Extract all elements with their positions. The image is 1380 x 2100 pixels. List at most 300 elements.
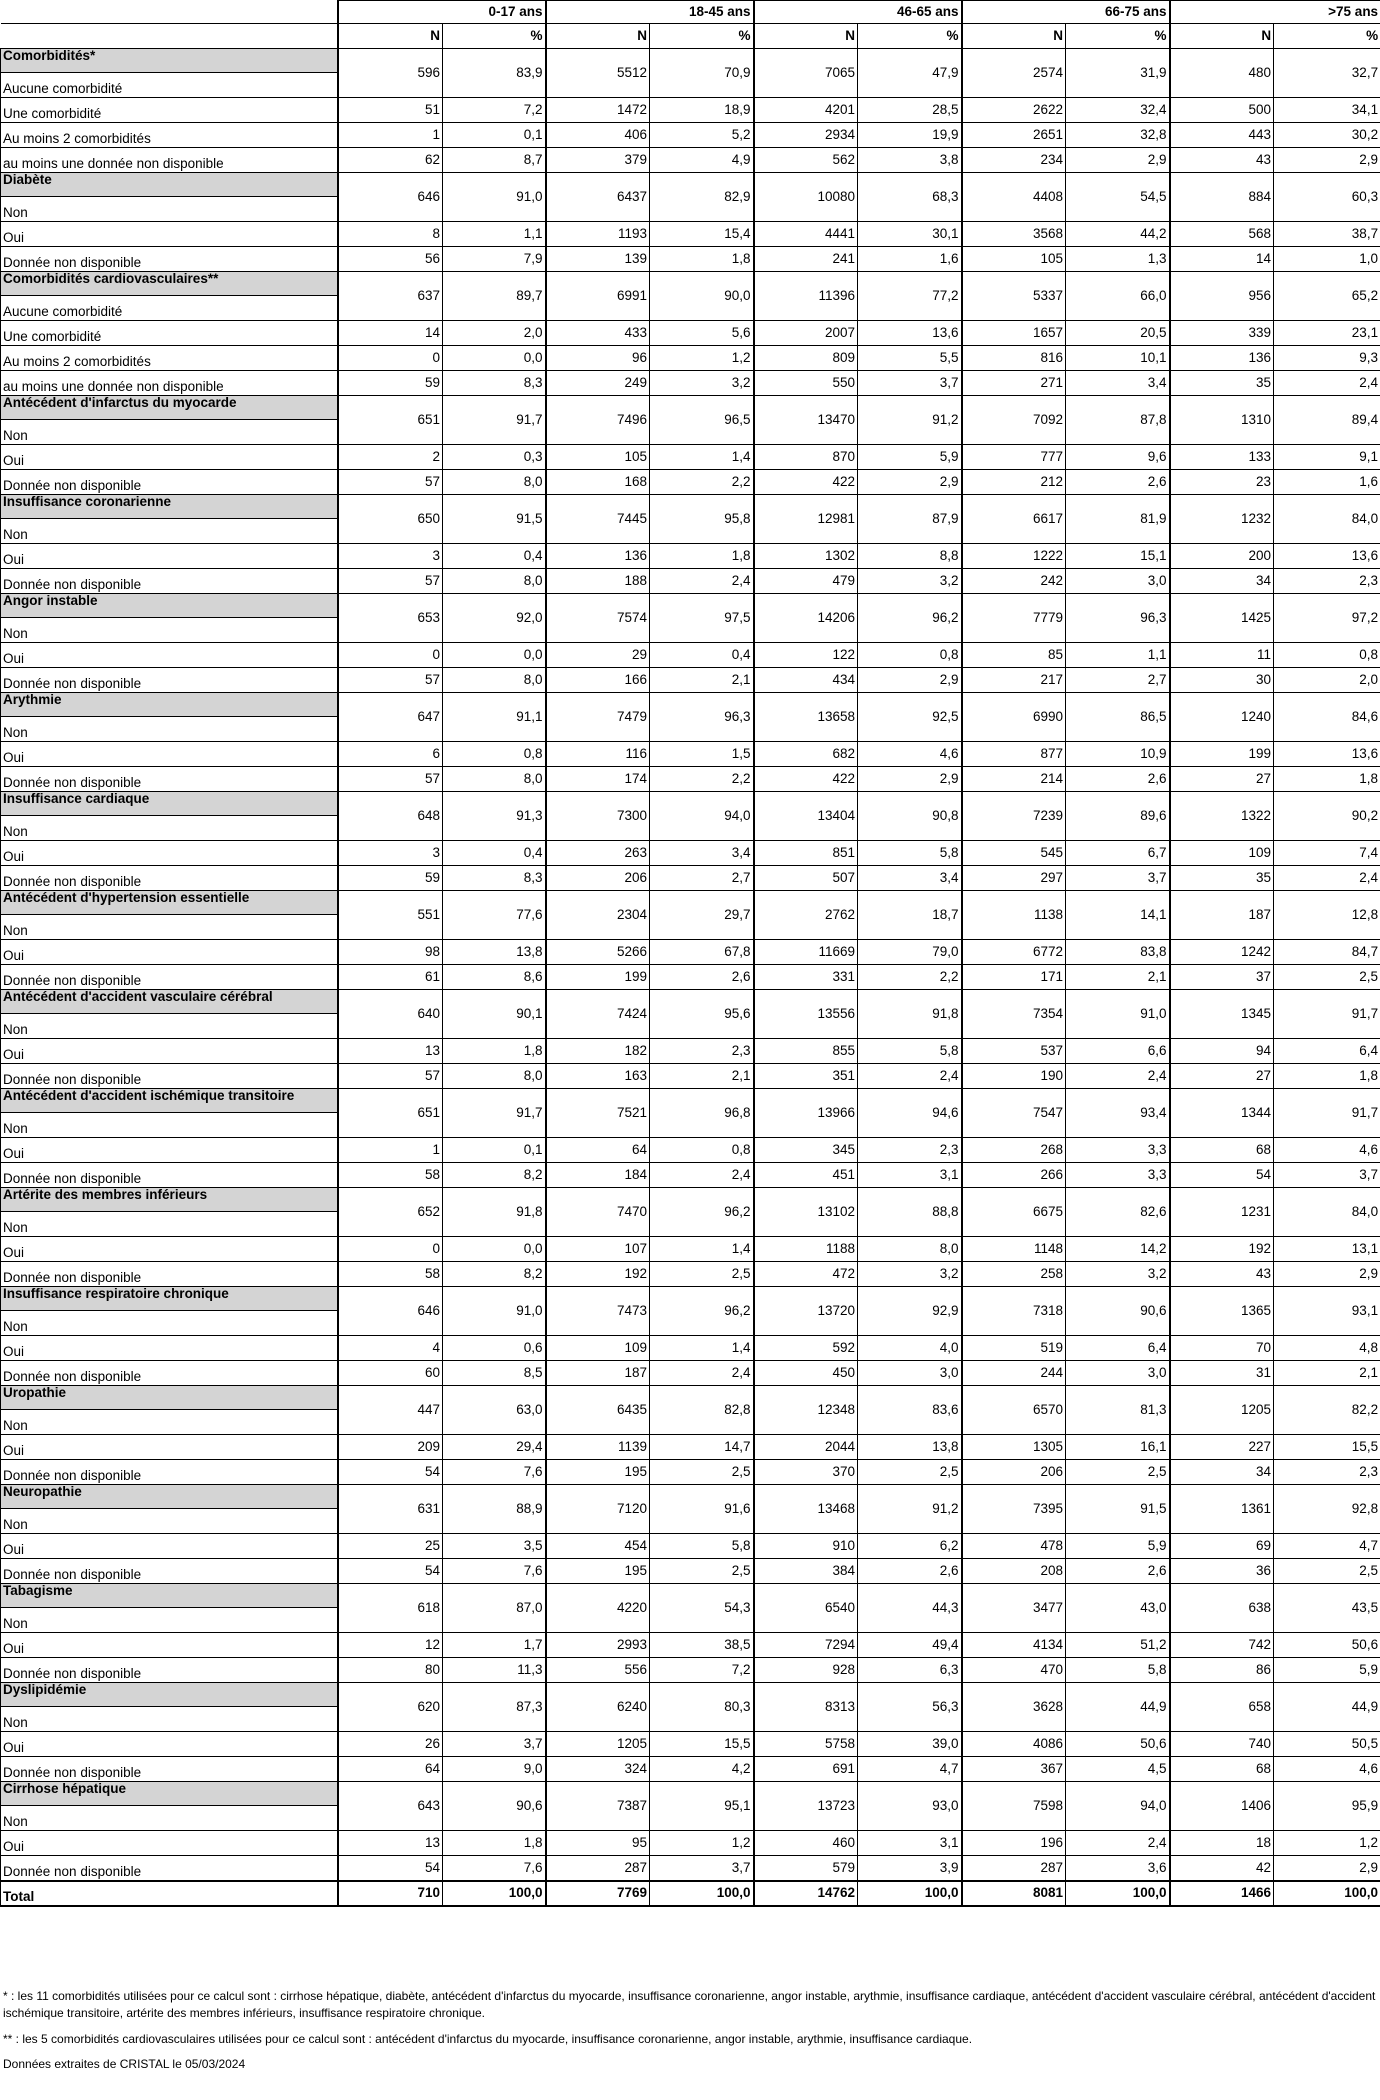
cell-n: 7496 <box>546 396 650 445</box>
cell-pct: 1,8 <box>443 1039 546 1064</box>
cell-pct: 2,5 <box>650 1559 754 1584</box>
cell-n: 7424 <box>546 990 650 1039</box>
cell-n: 638 <box>1170 1584 1274 1633</box>
cell-pct: 4,9 <box>650 148 754 173</box>
cell-pct: 2,4 <box>1274 371 1380 396</box>
cell-n: 200 <box>1170 544 1274 569</box>
row-label: Oui <box>1 742 338 767</box>
cell-pct: 96,2 <box>858 594 962 643</box>
cell-pct: 1,0 <box>1274 247 1380 272</box>
cell-pct: 50,6 <box>1274 1633 1380 1658</box>
cell-pct: 44,9 <box>1066 1683 1170 1732</box>
cell-pct: 88,9 <box>443 1485 546 1534</box>
category-row <box>1 1287 1380 1311</box>
cell-n: 928 <box>754 1658 858 1683</box>
cell-n: 206 <box>546 866 650 891</box>
cell-pct: 90,0 <box>650 272 754 321</box>
cell-pct: 91,5 <box>1066 1485 1170 1534</box>
category-row <box>1 693 1380 717</box>
table-row <box>1 1361 1380 1386</box>
cell-pct: 7,2 <box>443 98 546 123</box>
cell-pct: 1,6 <box>858 247 962 272</box>
cell-pct: 87,3 <box>443 1683 546 1732</box>
cell-n: 740 <box>1170 1732 1274 1757</box>
cell-pct: 8,5 <box>443 1361 546 1386</box>
cell-pct: 2,9 <box>858 470 962 495</box>
cell-n: 1472 <box>546 98 650 123</box>
cell-pct: 8,3 <box>443 866 546 891</box>
cell-n: 433 <box>546 321 650 346</box>
total-n: 710 <box>338 1881 443 1906</box>
cell-pct: 0,8 <box>1274 643 1380 668</box>
cell-pct: 1,2 <box>1274 1831 1380 1856</box>
cell-pct: 94,0 <box>650 792 754 841</box>
cell-pct: 87,8 <box>1066 396 1170 445</box>
cell-n: 1139 <box>546 1435 650 1460</box>
category-row <box>1 272 1380 296</box>
cell-pct: 29,7 <box>650 891 754 940</box>
cell-pct: 12,8 <box>1274 891 1380 940</box>
table-row <box>1 123 1380 148</box>
cell-n: 7779 <box>962 594 1066 643</box>
cell-n: 851 <box>754 841 858 866</box>
category-title: Insuffisance cardiaque <box>1 792 338 816</box>
cell-pct: 8,2 <box>443 1163 546 1188</box>
row-label: Non <box>1 1608 338 1633</box>
cell-pct: 5,8 <box>1066 1658 1170 1683</box>
category-row <box>1 1683 1380 1707</box>
cell-pct: 10,1 <box>1066 346 1170 371</box>
header-pct: % <box>443 24 546 49</box>
cell-pct: 2,6 <box>1066 1559 1170 1584</box>
category-row <box>1 891 1380 915</box>
cell-pct: 8,2 <box>443 1262 546 1287</box>
cell-n: 4441 <box>754 222 858 247</box>
cell-n: 13102 <box>754 1188 858 1237</box>
cell-pct: 1,8 <box>1274 1064 1380 1089</box>
row-label: Oui <box>1 1435 338 1460</box>
cell-n: 287 <box>546 1856 650 1882</box>
cell-pct: 7,6 <box>443 1559 546 1584</box>
cell-pct: 32,8 <box>1066 123 1170 148</box>
cell-n: 7574 <box>546 594 650 643</box>
cell-n: 7445 <box>546 495 650 544</box>
cell-n: 434 <box>754 668 858 693</box>
table-row <box>1 1237 1380 1262</box>
cell-pct: 2,6 <box>1066 470 1170 495</box>
cell-pct: 19,9 <box>858 123 962 148</box>
cell-pct: 38,7 <box>1274 222 1380 247</box>
cell-pct: 2,3 <box>1274 1460 1380 1485</box>
cell-pct: 67,8 <box>650 940 754 965</box>
row-label: Oui <box>1 643 338 668</box>
cell-n: 443 <box>1170 123 1274 148</box>
cell-n: 7300 <box>546 792 650 841</box>
cell-pct: 7,6 <box>443 1856 546 1882</box>
cell-pct: 34,1 <box>1274 98 1380 123</box>
cell-pct: 54,3 <box>650 1584 754 1633</box>
cell-n: 8313 <box>754 1683 858 1732</box>
cell-n: 59 <box>338 866 443 891</box>
category-title: Comorbidités* <box>1 49 338 73</box>
category-row <box>1 990 1380 1014</box>
cell-n: 208 <box>962 1559 1066 1584</box>
cell-n: 345 <box>754 1138 858 1163</box>
cell-pct: 30,1 <box>858 222 962 247</box>
cell-pct: 91,7 <box>443 396 546 445</box>
cell-pct: 8,0 <box>443 668 546 693</box>
category-row <box>1 594 1380 618</box>
category-title: Antécédent d'accident vasculaire cérébral <box>1 990 338 1014</box>
cell-n: 643 <box>338 1782 443 1831</box>
cell-pct: 81,3 <box>1066 1386 1170 1435</box>
cell-pct: 91,6 <box>650 1485 754 1534</box>
cell-pct: 50,6 <box>1066 1732 1170 1757</box>
category-row <box>1 1485 1380 1509</box>
cell-pct: 2,9 <box>858 668 962 693</box>
row-label: Donnée non disponible <box>1 1163 338 1188</box>
cell-n: 64 <box>546 1138 650 1163</box>
cell-pct: 5,6 <box>650 321 754 346</box>
cell-pct: 86,5 <box>1066 693 1170 742</box>
cell-n: 184 <box>546 1163 650 1188</box>
table-row <box>1 1831 1380 1856</box>
cell-pct: 6,3 <box>858 1658 962 1683</box>
cell-n: 7547 <box>962 1089 1066 1138</box>
cell-pct: 51,2 <box>1066 1633 1170 1658</box>
row-label: Non <box>1 1212 338 1237</box>
table-row <box>1 1064 1380 1089</box>
cell-pct: 91,2 <box>858 1485 962 1534</box>
cell-pct: 1,7 <box>443 1633 546 1658</box>
category-row <box>1 1089 1380 1113</box>
cell-pct: 9,6 <box>1066 445 1170 470</box>
cell-pct: 2,9 <box>858 767 962 792</box>
cell-n: 324 <box>546 1757 650 1782</box>
cell-n: 816 <box>962 346 1066 371</box>
cell-n: 64 <box>338 1757 443 1782</box>
cell-pct: 3,4 <box>858 866 962 891</box>
table-row <box>1 940 1380 965</box>
cell-n: 18 <box>1170 1831 1274 1856</box>
cell-n: 1240 <box>1170 693 1274 742</box>
cell-pct: 0,0 <box>443 346 546 371</box>
cell-n: 6437 <box>546 173 650 222</box>
footnotes <box>0 1988 1376 2082</box>
cell-pct: 2,4 <box>1066 1064 1170 1089</box>
cell-n: 7470 <box>546 1188 650 1237</box>
cell-n: 550 <box>754 371 858 396</box>
category-title: Dyslipidémie <box>1 1683 338 1707</box>
row-label: Non <box>1 1311 338 1336</box>
cell-pct: 90,2 <box>1274 792 1380 841</box>
cell-pct: 6,7 <box>1066 841 1170 866</box>
cell-pct: 54,5 <box>1066 173 1170 222</box>
cell-n: 384 <box>754 1559 858 1584</box>
cell-n: 23 <box>1170 470 1274 495</box>
cell-pct: 2,5 <box>1274 1559 1380 1584</box>
cell-n: 1193 <box>546 222 650 247</box>
category-row <box>1 792 1380 816</box>
cell-n: 136 <box>1170 346 1274 371</box>
cell-n: 42 <box>1170 1856 1274 1882</box>
cell-n: 5512 <box>546 49 650 98</box>
cell-pct: 3,4 <box>1066 371 1170 396</box>
cell-n: 658 <box>1170 1683 1274 1732</box>
header-n: N <box>338 24 443 49</box>
cell-n: 2934 <box>754 123 858 148</box>
cell-pct: 6,4 <box>1274 1039 1380 1064</box>
cell-n: 34 <box>1170 569 1274 594</box>
cell-n: 187 <box>546 1361 650 1386</box>
cell-pct: 96,2 <box>650 1188 754 1237</box>
row-label: Donnée non disponible <box>1 1658 338 1683</box>
cell-n: 94 <box>1170 1039 1274 1064</box>
cell-n: 297 <box>962 866 1066 891</box>
cell-pct: 2,3 <box>650 1039 754 1064</box>
cell-pct: 8,3 <box>443 371 546 396</box>
cell-n: 3628 <box>962 1683 1066 1732</box>
cell-n: 507 <box>754 866 858 891</box>
cell-n: 214 <box>962 767 1066 792</box>
cell-pct: 2,1 <box>650 1064 754 1089</box>
cell-pct: 16,1 <box>1066 1435 1170 1460</box>
cell-pct: 47,9 <box>858 49 962 98</box>
cell-pct: 6,6 <box>1066 1039 1170 1064</box>
cell-pct: 2,9 <box>1274 1856 1380 1882</box>
cell-n: 195 <box>546 1460 650 1485</box>
category-row <box>1 1584 1380 1608</box>
category-title: Comorbidités cardiovasculaires** <box>1 272 338 296</box>
cell-pct: 15,1 <box>1066 544 1170 569</box>
cell-n: 479 <box>754 569 858 594</box>
cell-n: 2304 <box>546 891 650 940</box>
cell-n: 13404 <box>754 792 858 841</box>
cell-pct: 96,5 <box>650 396 754 445</box>
cell-pct: 91,1 <box>443 693 546 742</box>
table-row <box>1 1460 1380 1485</box>
row-label: Non <box>1 197 338 222</box>
table-row <box>1 1658 1380 1683</box>
cell-pct: 2,4 <box>650 569 754 594</box>
cell-pct: 2,9 <box>1274 148 1380 173</box>
cell-pct: 2,4 <box>1274 866 1380 891</box>
cell-n: 68 <box>1170 1757 1274 1782</box>
table-row <box>1 1039 1380 1064</box>
cell-n: 58 <box>338 1262 443 1287</box>
cell-pct: 1,4 <box>650 1237 754 1262</box>
cell-n: 187 <box>1170 891 1274 940</box>
cell-pct: 91,7 <box>443 1089 546 1138</box>
table-row <box>1 668 1380 693</box>
cell-pct: 43,5 <box>1274 1584 1380 1633</box>
cell-pct: 2,1 <box>1066 965 1170 990</box>
cell-n: 637 <box>338 272 443 321</box>
cell-n: 263 <box>546 841 650 866</box>
cell-n: 174 <box>546 767 650 792</box>
cell-n: 80 <box>338 1658 443 1683</box>
cell-n: 2044 <box>754 1435 858 1460</box>
cell-pct: 3,4 <box>650 841 754 866</box>
total-n: 7769 <box>546 1881 650 1906</box>
cell-n: 266 <box>962 1163 1066 1188</box>
cell-n: 1361 <box>1170 1485 1274 1534</box>
cell-pct: 8,0 <box>443 569 546 594</box>
cell-pct: 13,6 <box>858 321 962 346</box>
cell-pct: 3,1 <box>858 1831 962 1856</box>
cell-n: 56 <box>338 247 443 272</box>
cell-n: 199 <box>1170 742 1274 767</box>
cell-n: 107 <box>546 1237 650 1262</box>
cell-n: 57 <box>338 1064 443 1089</box>
header-n: N <box>962 24 1066 49</box>
row-label: Donnée non disponible <box>1 1064 338 1089</box>
table-row <box>1 321 1380 346</box>
cell-pct: 0,4 <box>443 841 546 866</box>
cell-n: 6675 <box>962 1188 1066 1237</box>
cell-n: 4 <box>338 1336 443 1361</box>
cell-pct: 15,5 <box>650 1732 754 1757</box>
cell-n: 70 <box>1170 1336 1274 1361</box>
cell-pct: 2,5 <box>650 1460 754 1485</box>
cell-n: 13966 <box>754 1089 858 1138</box>
cell-n: 568 <box>1170 222 1274 247</box>
cell-n: 10080 <box>754 173 858 222</box>
row-label: Non <box>1 618 338 643</box>
cell-n: 579 <box>754 1856 858 1882</box>
cell-n: 95 <box>546 1831 650 1856</box>
cell-n: 1365 <box>1170 1287 1274 1336</box>
category-title: Antécédent d'hypertension essentielle <box>1 891 338 915</box>
cell-pct: 91,0 <box>443 173 546 222</box>
cell-n: 618 <box>338 1584 443 1633</box>
cell-n: 51 <box>338 98 443 123</box>
cell-n: 1322 <box>1170 792 1274 841</box>
cell-n: 242 <box>962 569 1066 594</box>
cell-n: 139 <box>546 247 650 272</box>
cell-pct: 96,3 <box>650 693 754 742</box>
cell-pct: 9,1 <box>1274 445 1380 470</box>
cell-n: 480 <box>1170 49 1274 98</box>
cell-n: 190 <box>962 1064 1066 1089</box>
cell-n: 43 <box>1170 1262 1274 1287</box>
cell-pct: 3,7 <box>443 1732 546 1757</box>
cell-n: 13470 <box>754 396 858 445</box>
cell-n: 68 <box>1170 1138 1274 1163</box>
table-row <box>1 1138 1380 1163</box>
cell-pct: 44,9 <box>1274 1683 1380 1732</box>
cell-n: 7387 <box>546 1782 650 1831</box>
cell-pct: 9,0 <box>443 1757 546 1782</box>
cell-n: 1242 <box>1170 940 1274 965</box>
table-row <box>1 98 1380 123</box>
category-title: Neuropathie <box>1 1485 338 1509</box>
cell-pct: 1,8 <box>443 1831 546 1856</box>
cell-pct: 15,5 <box>1274 1435 1380 1460</box>
cell-n: 5337 <box>962 272 1066 321</box>
cell-n: 271 <box>962 371 1066 396</box>
cell-n: 422 <box>754 470 858 495</box>
cell-pct: 8,0 <box>443 470 546 495</box>
cell-n: 192 <box>1170 1237 1274 1262</box>
cell-pct: 23,1 <box>1274 321 1380 346</box>
cell-pct: 3,6 <box>1066 1856 1170 1882</box>
cell-n: 653 <box>338 594 443 643</box>
cell-n: 199 <box>546 965 650 990</box>
table-row <box>1 767 1380 792</box>
cell-pct: 4,6 <box>858 742 962 767</box>
cell-pct: 7,9 <box>443 247 546 272</box>
cell-n: 2993 <box>546 1633 650 1658</box>
cell-n: 268 <box>962 1138 1066 1163</box>
cell-n: 1310 <box>1170 396 1274 445</box>
cell-n: 26 <box>338 1732 443 1757</box>
cell-pct: 92,5 <box>858 693 962 742</box>
data-source-note: Données extraites de CRISTAL le 05/03/2024 <box>3 2057 246 2072</box>
row-label: Oui <box>1 1534 338 1559</box>
cell-n: 651 <box>338 396 443 445</box>
cell-n: 7318 <box>962 1287 1066 1336</box>
cell-n: 25 <box>338 1534 443 1559</box>
category-title: Artérite des membres inférieurs <box>1 1188 338 1212</box>
header-pct: % <box>1066 24 1170 49</box>
cell-n: 537 <box>962 1039 1066 1064</box>
cell-pct: 2,3 <box>858 1138 962 1163</box>
cell-pct: 89,4 <box>1274 396 1380 445</box>
cell-pct: 3,0 <box>858 1361 962 1386</box>
cell-pct: 2,6 <box>650 965 754 990</box>
row-label: Donnée non disponible <box>1 767 338 792</box>
cell-pct: 3,7 <box>650 1856 754 1882</box>
header-age-group: 66-75 ans <box>962 1 1170 24</box>
cell-n: 450 <box>754 1361 858 1386</box>
cell-n: 650 <box>338 495 443 544</box>
cell-pct: 70,9 <box>650 49 754 98</box>
cell-pct: 43,0 <box>1066 1584 1170 1633</box>
cell-n: 98 <box>338 940 443 965</box>
cell-n: 13723 <box>754 1782 858 1831</box>
row-label: Au moins 2 comorbidités <box>1 123 338 148</box>
cell-n: 3 <box>338 544 443 569</box>
row-label: Donnée non disponible <box>1 1460 338 1485</box>
cell-n: 7092 <box>962 396 1066 445</box>
row-label: Donnée non disponible <box>1 1757 338 1782</box>
cell-n: 4201 <box>754 98 858 123</box>
cell-n: 646 <box>338 173 443 222</box>
cell-pct: 95,8 <box>650 495 754 544</box>
cell-pct: 32,7 <box>1274 49 1380 98</box>
row-label: Donnée non disponible <box>1 965 338 990</box>
cell-pct: 2,9 <box>1066 148 1170 173</box>
cell-pct: 9,3 <box>1274 346 1380 371</box>
cell-n: 196 <box>962 1831 1066 1856</box>
cell-pct: 90,1 <box>443 990 546 1039</box>
cell-pct: 0,0 <box>443 643 546 668</box>
cell-pct: 2,4 <box>650 1163 754 1188</box>
cell-n: 2007 <box>754 321 858 346</box>
cell-pct: 2,2 <box>858 965 962 990</box>
cell-pct: 8,7 <box>443 148 546 173</box>
row-label: Oui <box>1 445 338 470</box>
row-label: Donnée non disponible <box>1 470 338 495</box>
row-label: Oui <box>1 1732 338 1757</box>
cell-pct: 3,2 <box>650 371 754 396</box>
cell-n: 69 <box>1170 1534 1274 1559</box>
category-title: Cirrhose hépatique <box>1 1782 338 1806</box>
cell-n: 1406 <box>1170 1782 1274 1831</box>
cell-n: 1 <box>338 123 443 148</box>
category-row <box>1 49 1380 73</box>
